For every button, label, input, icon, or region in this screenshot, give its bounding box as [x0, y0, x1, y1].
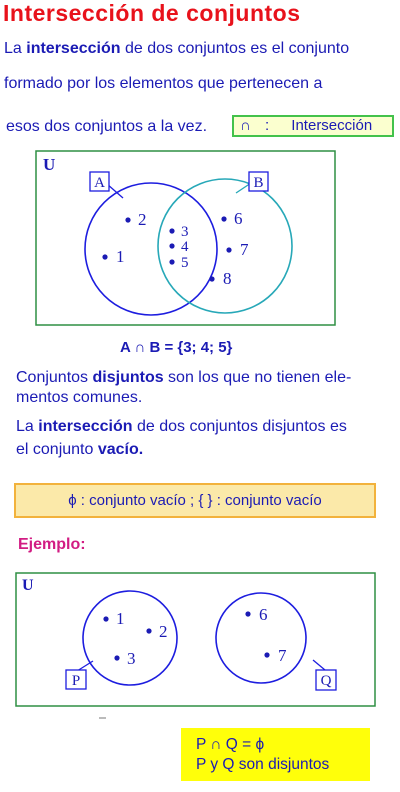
element-dot [221, 216, 226, 221]
element-dot [209, 276, 214, 281]
universe-label: U [22, 577, 34, 594]
result-line-1: P ∩ Q = ϕ [196, 736, 265, 753]
disjoint-intersection-line-2: el conjunto vacío. [16, 441, 144, 458]
intersection-result: A ∩ B = {3; 4; 5} [120, 339, 233, 356]
element-p: 2 [159, 622, 168, 641]
element-b-only: 7 [240, 240, 249, 259]
element-dot [169, 243, 174, 248]
element-dot [146, 628, 151, 633]
intersection-symbol: ∩ [240, 117, 251, 134]
symbol-meaning: Intersección [291, 117, 373, 134]
element-dot [264, 652, 269, 657]
element-q: 7 [278, 646, 287, 665]
definition-line-3: esos dos conjuntos a la vez. [6, 118, 208, 135]
venn-diagram-intersection [36, 151, 335, 325]
empty-set-note: ϕ : conjunto vacío ; { } : conjunto vacío [14, 483, 376, 518]
element-dot [169, 259, 174, 264]
disjoint-intersection-line-1: La intersección de dos conjuntos disjuntos es [16, 418, 347, 435]
definition-line-2: formado por los elementos que pertenecen a [4, 75, 323, 92]
disjoint-definition-line-1: Conjuntos disjuntos son los que no tienen ele- [16, 369, 352, 386]
element-dot [125, 217, 130, 222]
result-line-2: P y Q son disjuntos [196, 756, 330, 773]
set-b-label: B [253, 175, 264, 191]
set-q-label: Q [320, 673, 332, 689]
element-both: 4 [181, 239, 189, 255]
element-b-only: 6 [234, 209, 243, 228]
element-a-only: 2 [138, 210, 147, 229]
element-b-only: 8 [223, 269, 232, 288]
disjoint-definition-line-2: mentos comunes. [16, 389, 143, 406]
element-dot [226, 247, 231, 252]
element-a-only: 1 [116, 247, 125, 266]
set-a-label: A [94, 175, 105, 191]
element-both: 3 [181, 224, 189, 240]
element-p: 3 [127, 649, 136, 668]
element-dot [102, 254, 107, 259]
element-dot [103, 616, 108, 621]
element-dot [114, 655, 119, 660]
definition-line-1: La intersección de dos conjuntos es el conjunto [4, 40, 350, 57]
universe-label: U [43, 155, 56, 174]
venn-diagram-disjoint [16, 573, 375, 706]
element-p: 1 [116, 609, 125, 628]
symbol-separator: : [264, 117, 270, 134]
example-heading: Ejemplo: [18, 536, 86, 553]
disjoint-result-box [181, 728, 370, 781]
element-both: 5 [181, 255, 189, 271]
set-p-label: P [71, 673, 81, 689]
element-dot [245, 611, 250, 616]
element-dot [169, 228, 174, 233]
page-title: Intersección de conjuntos [3, 0, 301, 26]
element-q: 6 [259, 605, 268, 624]
